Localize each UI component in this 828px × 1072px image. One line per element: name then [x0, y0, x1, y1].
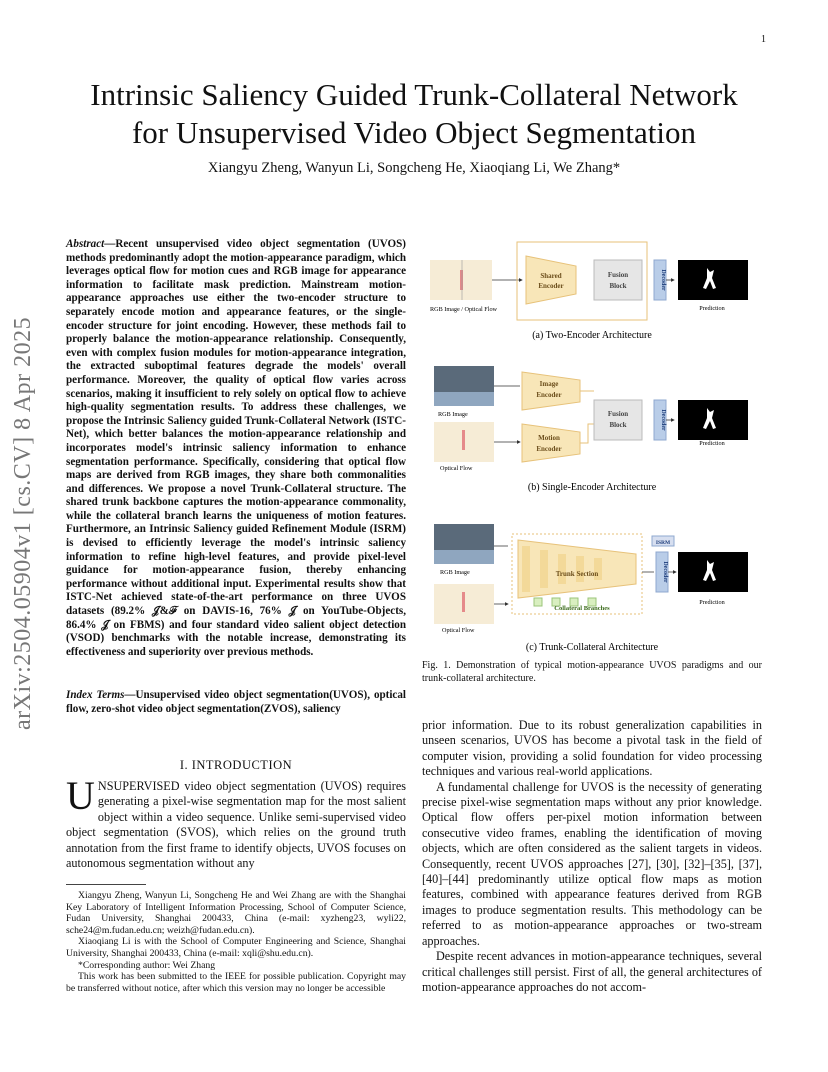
index-terms-text: —Unsupervised video object segmentation(UVOS), optical flow, zero-shot video object segmentation(ZVOS), saliency: [66, 689, 406, 715]
footnotes: [66, 890, 406, 994]
panel-c: [434, 524, 748, 653]
label-rgb-flow: RGB Image / Optical Flow: [430, 306, 498, 313]
footnote: Xiangyu Zheng, Wanyun Li, Songcheng He and Wei Zhang are with the Shanghai Key Laboratory of Intelligent Information Processing, School of Computer Science, Fudan University, Shanghai 200433, China (e-mail: xyzheng23, wyli22, sche24@m.fudan.edu.cn; weizh@fudan.edu.cn).: [66, 890, 406, 936]
body-paragraph: Despite recent advances in motion-appearance techniques, several critical challenges still persist. First of all, the general architectures of motion-appearance approaches do not accom-: [422, 949, 762, 994]
author-list: Xiangyu Zheng, Wanyun Li, Songcheng He, Xiaoqiang Li, We Zhang*: [207, 160, 621, 176]
right-column-text: [422, 718, 762, 995]
label-shared: Shared: [540, 272, 562, 280]
prediction-mask: [678, 400, 748, 440]
body-paragraph: prior information. Due to its robust generalization capabilities in unseen scenarios, UVOS has become a pivotal task in the field of computer vision, providing a solid foundation for video processing techniques and various real-world applications.: [422, 718, 762, 779]
label-rgb: RGB Image: [440, 569, 470, 576]
paper-title: [0, 76, 828, 152]
label-prediction: Prediction: [699, 440, 725, 447]
title-line-1: Intrinsic Saliency Guided Trunk-Collateral Network: [90, 77, 738, 112]
caption-b: (b) Single-Encoder Architecture: [527, 482, 657, 493]
label-block: Block: [609, 282, 627, 290]
abstract-label: Abstract: [66, 238, 105, 250]
body-paragraph: A fundamental challenge for UVOS is the necessity of generating precise pixel-wise segmentation maps without any prior knowledge. Optical flow offers per-pixel motion information between consecutive video frames, enabling the identification of moving objects, which are often considered as the salient targets in videos. Consequently, recent UVOS approaches [27], [30], [32]–[35], [37], [40]–[44] predominantly utilize optical flow maps as motion features, combined with appearance features derived from RGB images to produce segmentation results. This methodology can be referred to as motion-appearance approaches or two-stream approaches.: [422, 779, 762, 948]
prediction-mask: [678, 260, 748, 300]
label-decoder: Decoder: [662, 561, 668, 583]
figure-caption: Fig. 1. Demonstration of typical motion-appearance UVOS paradigms and our trunk-collateral architecture.: [422, 660, 762, 684]
footnote: Xiaoqiang Li is with the School of Computer Engineering and Science, Shanghai University, Shanghai 200433, China (e-mail: xqli@shu.edu.cn).: [66, 936, 406, 959]
label-isrm: ISRM: [655, 540, 671, 546]
label-decoder: Decoder: [660, 269, 666, 291]
label-collateral: Collateral Branches: [554, 605, 610, 612]
panel-b: [434, 366, 748, 493]
shared-encoder-block: [526, 256, 576, 304]
label-prediction: Prediction: [699, 305, 725, 312]
index-terms: [66, 689, 406, 716]
label-encoder: Encoder: [536, 391, 562, 399]
label-trunk: Trunk Section: [555, 570, 599, 578]
label-decoder: Decoder: [660, 409, 666, 431]
label-fusion: Fusion: [607, 410, 629, 418]
title-line-2: for Unsupervised Video Object Segmentation: [131, 115, 697, 150]
intro-paragraph: [66, 773, 406, 871]
prediction-mask: [678, 552, 748, 592]
drop-cap: U: [66, 773, 95, 818]
label-flow: Optical Flow: [442, 627, 475, 634]
flow-blob: [460, 270, 463, 290]
panel-a: [430, 242, 748, 341]
abstract-text: —Recent unsupervised video object segmentation (UVOS) methods predominantly adopt the motion-appearance paradigm, which leverages optical flow for motion cues and RGB image for appearance information to facilitate mask prediction. Mainstream motion-appearance approaches use either the two-encoder structure to separately encode motion and appearance features, or the single-encoder structure for joint encoding. However, these methods fail to properly balance the motion-appearance relationship. Consequently, even with complex fusion modules for motion-appearance integration, the extracted suboptimal features degrade the models' overall performance. Moreover, the quality of optical flow varies across scenarios, making it insufficient to rely solely on optical flow to achieve high-quality segmentation results. To address these challenges, we propose the Intrinsic Saliency guided Trunk-Collateral Network (ISTC-Net), which better balances the motion-appearance relationship and incorporates model's intrinsic saliency information to enhance segmentation performance. Specifically, considering that optical flow maps are derived from RGB images, they share both commonalities and differences. We propose a novel Trunk-Collateral structure. The shared trunk backbone captures the motion-appearance commonality, while the collateral branch learns the uniqueness of motion features. Furthermore, an Intrinsic Saliency guided Refinement Module (ISRM) is devised to efficiently leverage the model's intrinsic saliency information to refine high-level features, and provide pixel-level guidance for motion-appearance fusion, thereby enhancing performance without additional input. Experimental results show that ISTC-Net achieved state-of-the-art performance on three UVOS datasets (89.2% 𝒥&ℱ on DAVIS-16, 76% 𝒥 on YouTube-Objects, 86.4% 𝒥 on FBMS) and four standard video salient object detection (VSOD) benchmarks with the notable increase, demonstrating its effectiveness and superiority over previous methods.: [66, 238, 406, 658]
label-motion: Motion: [538, 434, 560, 442]
label-prediction: Prediction: [699, 599, 725, 606]
intro-text: NSUPERVISED video object segmentation (UVOS) requires generating a pixel-wise segmentation map for the most salient object within a video sequence. Unlike semi-supervised video object segmentation (SVOS), which relies on the ground truth annotation from the first frame to identify objects, UVOS focuses on autonomous segmentation without any: [66, 779, 406, 871]
footnote-rule: [66, 884, 146, 885]
abstract: [66, 238, 406, 659]
figure-1: [422, 234, 762, 654]
motion-encoder-block: [522, 424, 580, 462]
label-image: Image: [539, 380, 559, 388]
fusion-block: [594, 260, 642, 300]
label-encoder: Encoder: [538, 282, 564, 290]
footnote: This work has been submitted to the IEEE for possible publication. Copyright may be transferred without notice, after which this version may no longer be accessible: [66, 971, 406, 994]
label-flow: Optical Flow: [440, 465, 473, 472]
page-number: 1: [761, 34, 766, 45]
section-heading: I. INTRODUCTION: [179, 758, 293, 772]
caption-c: (c) Trunk-Collateral Architecture: [525, 642, 659, 653]
label-block: Block: [609, 421, 627, 429]
label-rgb: RGB Image: [438, 411, 468, 418]
caption-a: (a) Two-Encoder Architecture: [532, 330, 652, 341]
footnote: *Corresponding author: Wei Zhang: [78, 959, 216, 971]
label-fusion: Fusion: [607, 271, 629, 279]
arxiv-stamp: arXiv:2504.05904v1 [cs.CV] 8 Apr 2025: [10, 316, 36, 730]
label-encoder: Encoder: [536, 445, 562, 453]
index-terms-label: Index Terms: [66, 689, 125, 701]
fusion-block: [594, 400, 642, 440]
